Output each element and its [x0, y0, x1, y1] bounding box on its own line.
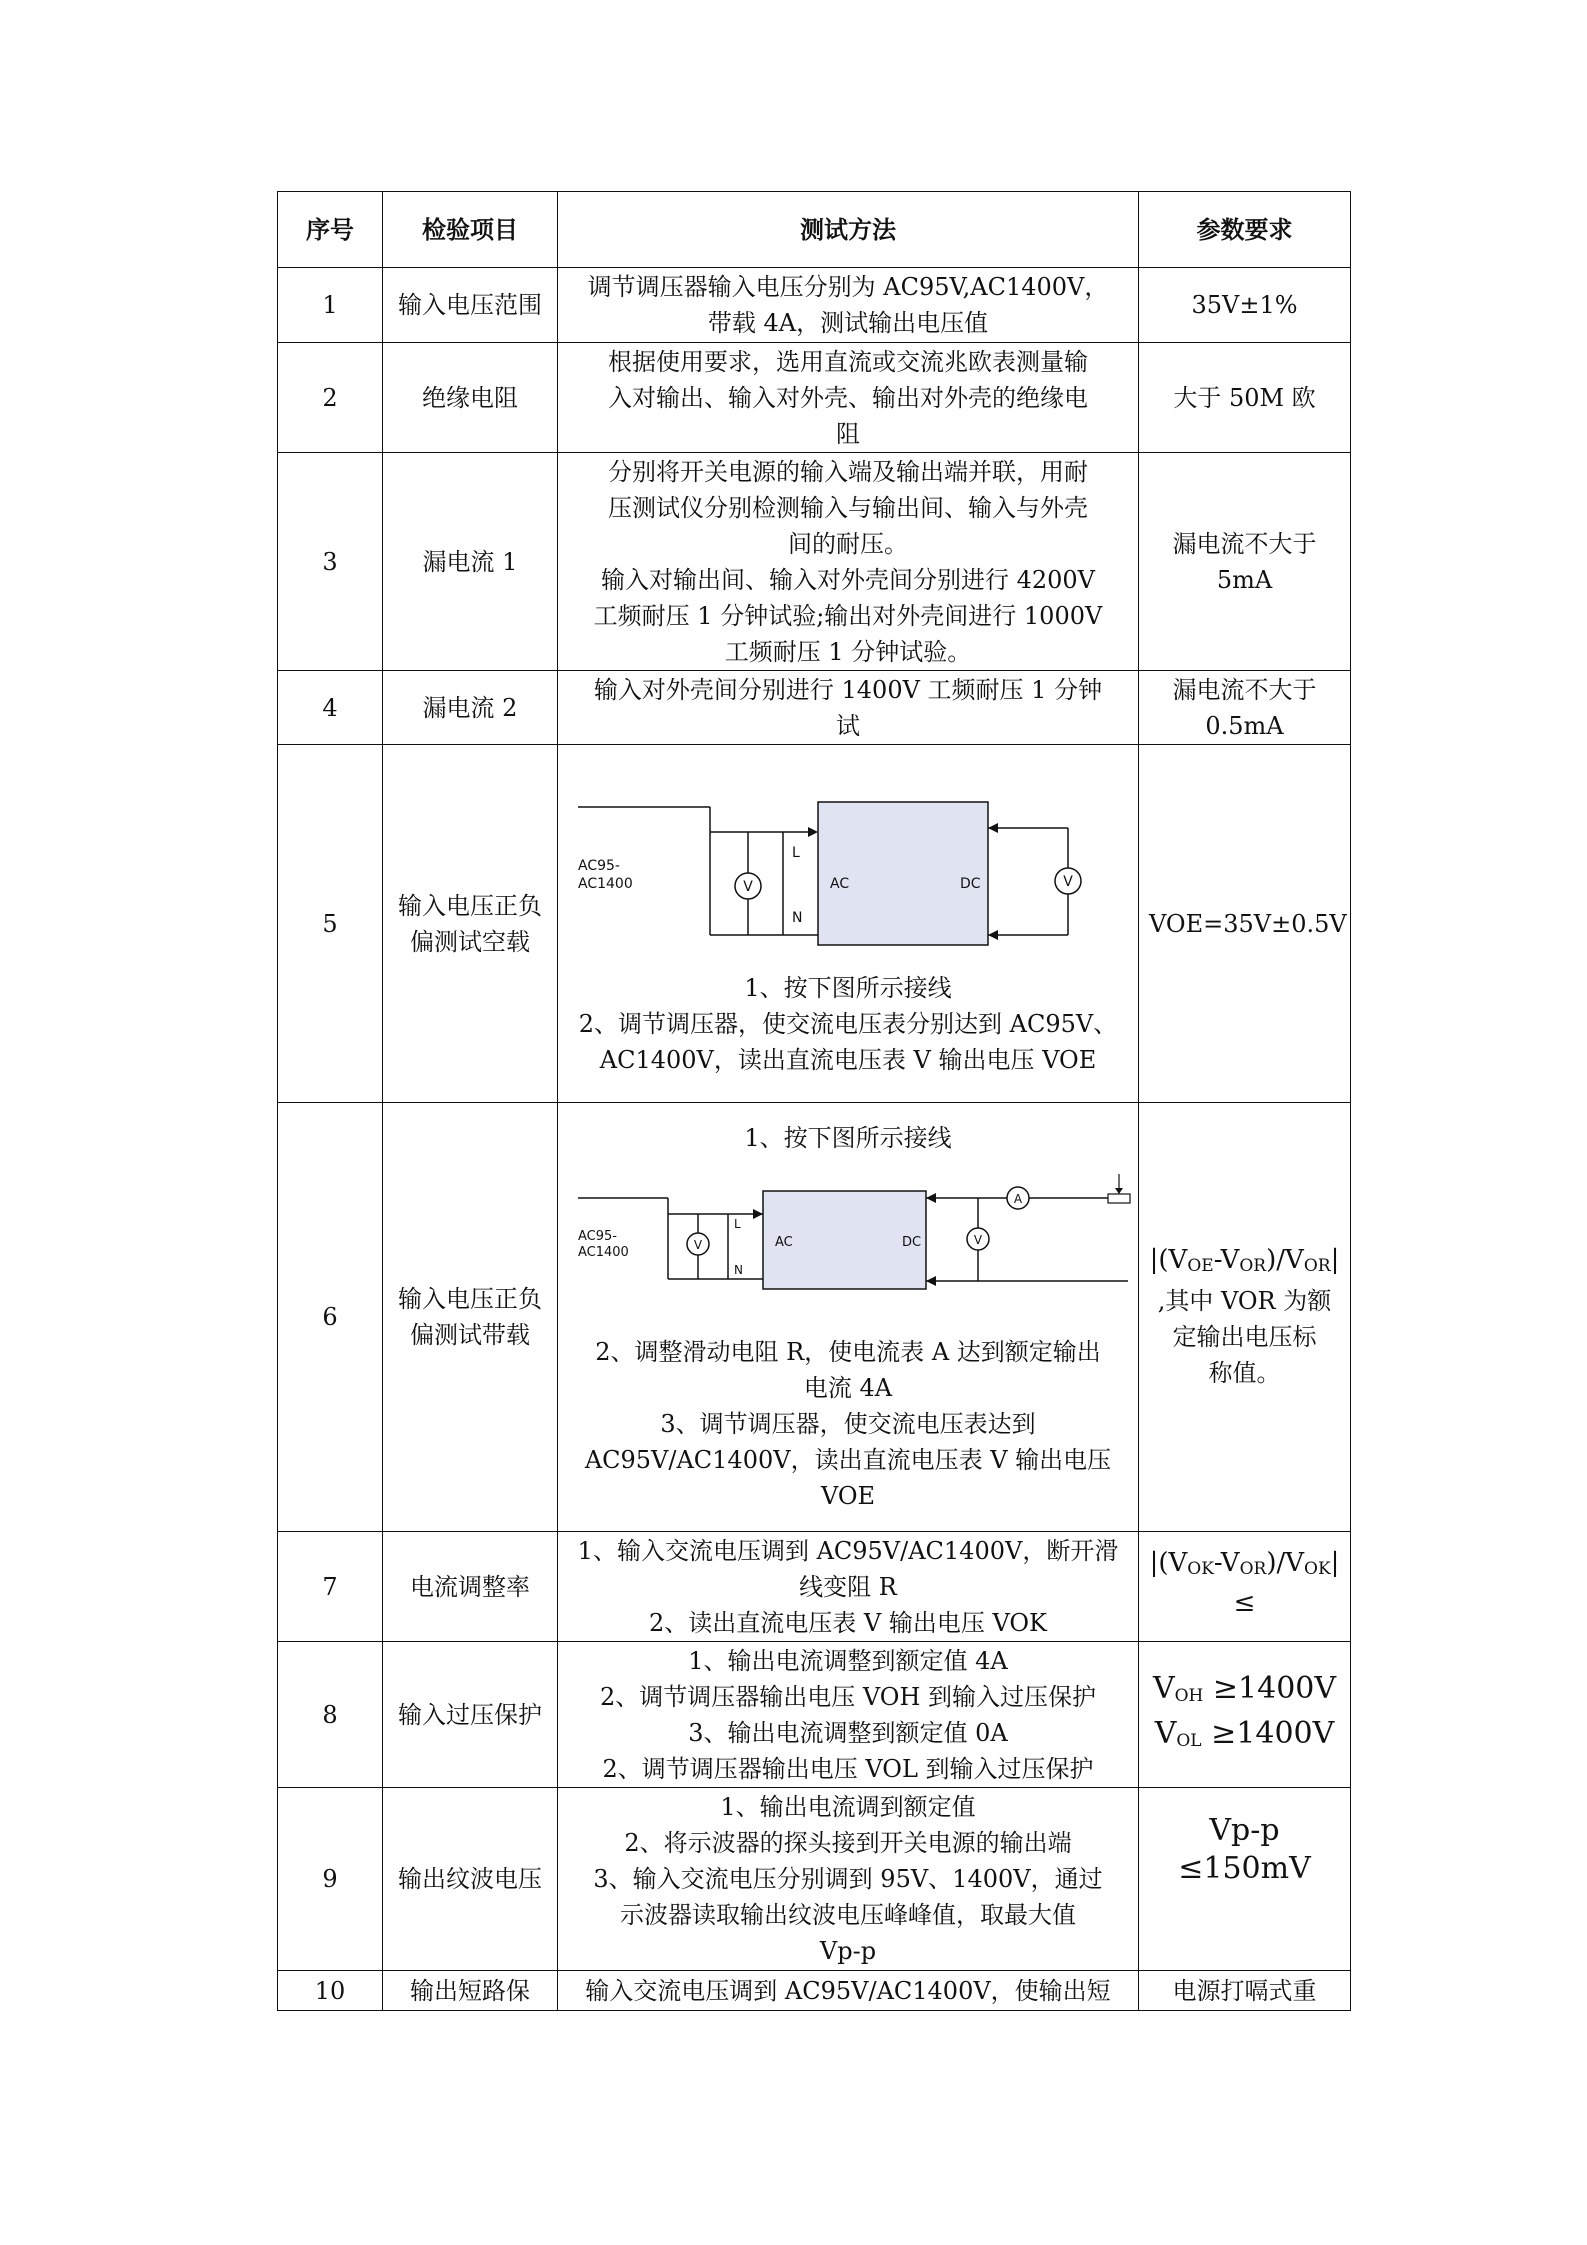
table-row [278, 1642, 1351, 1788]
row-item: 输入电压范围 [383, 268, 558, 343]
row-no: 8 [278, 1642, 383, 1788]
row-item: 输出短路保 [383, 1971, 558, 2011]
row-no: 1 [278, 268, 383, 343]
inspection-table [277, 191, 1351, 2011]
row-method [558, 745, 1139, 1103]
method-line: 输入对外壳间分别进行 1400V 工频耐压 1 分钟 [593, 675, 1103, 704]
method-line: 3、输出电流调整到额定值 0A [688, 1718, 1008, 1747]
req-line: ,其中 VOR 为额 [1157, 1287, 1332, 1315]
rheostat-icon [1108, 1194, 1130, 1203]
method-line: 1、输出电流调到额定值 [720, 1793, 976, 1821]
header-item: 检验项目 [383, 192, 558, 268]
table-row [278, 453, 1351, 671]
method-line: 输入对输出间、输入对外壳间分别进行 4200V [600, 565, 1096, 594]
table-row [278, 268, 1351, 343]
row-requirement [1139, 1532, 1351, 1642]
method-line: 入对输出、输入对外壳、输出对外壳的绝缘电 [608, 383, 1088, 412]
table-row [278, 1788, 1351, 1971]
row-method [558, 1103, 1139, 1532]
row-no: 9 [278, 1788, 383, 1971]
row-item: 电流调整率 [383, 1532, 558, 1642]
row-no: 3 [278, 453, 383, 671]
svg-text:AC: AC [775, 1235, 793, 1250]
row-requirement: 35V±1% [1139, 268, 1351, 343]
method-line: AC95V/AC1400V，读出直流电压表 V 输出电压 [584, 1446, 1112, 1474]
row-item: 漏电流 1 [383, 453, 558, 671]
svg-text:N: N [734, 1263, 743, 1277]
svg-text:V: V [743, 878, 753, 895]
table-header-row [278, 192, 1351, 268]
req-line: 0.5mA [1205, 711, 1284, 740]
row-requirement: 电源打嗝式重 [1139, 1971, 1351, 2011]
method-line: 线变阻 R [799, 1572, 897, 1601]
svg-text:A: A [1013, 1192, 1023, 1206]
row-requirement [1139, 1103, 1351, 1532]
method-line: VOE [820, 1482, 876, 1510]
row-no: 5 [278, 745, 383, 1103]
req-line: 定输出电压标 [1172, 1323, 1317, 1351]
svg-text:V: V [693, 1238, 703, 1252]
method-line: 压测试仪分别检测输入与输出间、输入与外壳 [608, 493, 1088, 522]
row-method [558, 1788, 1139, 1971]
row-item: 输出纹波电压 [383, 1788, 558, 1971]
svg-text:L: L [734, 1217, 741, 1231]
svg-text:DC: DC [960, 875, 981, 892]
row-method [558, 1642, 1139, 1788]
svg-text:N: N [792, 909, 803, 926]
method-line: 根据使用要求，选用直流或交流兆欧表测量输 [608, 347, 1088, 376]
table-row [278, 671, 1351, 745]
row-item: 输入电压正负偏测试空载 [383, 745, 558, 1103]
wiring-diagram-with-load [568, 1156, 1138, 1306]
table-row [278, 745, 1351, 1103]
method-line: 试 [836, 711, 860, 740]
svg-text:DC: DC [902, 1235, 922, 1250]
method-line: 2、调节调压器输出电压 VOL 到输入过压保护 [602, 1754, 1094, 1783]
req-line: Vp-p ≤150mV [1178, 1813, 1311, 1886]
header-method: 测试方法 [558, 192, 1139, 268]
row-item: 输入电压正负偏测试带载 [383, 1103, 558, 1532]
row-method [558, 671, 1139, 745]
method-line: 2、调节调压器输出电压 VOH 到输入过压保护 [599, 1682, 1097, 1711]
method-line: Vp-p [819, 1937, 877, 1965]
row-item: 输入过压保护 [383, 1642, 558, 1788]
method-line: AC1400V，读出直流电压表 V 输出电压 VOE [599, 1045, 1097, 1074]
method-line: 电流 4A [803, 1374, 893, 1402]
method-line: 2、将示波器的探头接到开关电源的输出端 [624, 1829, 1072, 1857]
svg-text:V: V [973, 1233, 983, 1247]
row-requirement: VOE=35V±0.5V [1139, 745, 1351, 1103]
converter-block [818, 802, 988, 945]
table-row [278, 1532, 1351, 1642]
row-method [558, 268, 1139, 343]
svg-text:AC1400: AC1400 [578, 1245, 629, 1260]
method-line: 1、按下图所示接线 [744, 1124, 952, 1152]
table-row [278, 1103, 1351, 1532]
svg-text:AC1400: AC1400 [578, 875, 633, 892]
svg-text:V: V [1063, 873, 1073, 890]
row-method [558, 1532, 1139, 1642]
svg-text:AC95-: AC95- [578, 1229, 617, 1244]
method-line: 3、输入交流电压分别调到 95V、1400V，通过 [593, 1865, 1103, 1893]
row-no: 7 [278, 1532, 383, 1642]
row-requirement [1139, 1642, 1351, 1788]
table-row [278, 343, 1351, 453]
method-line: 间的耐压。 [788, 529, 908, 558]
header-no: 序号 [278, 192, 383, 268]
method-line: 工频耐压 1 分钟试验。 [724, 637, 972, 666]
req-vol: VOL ≥1400V [1154, 1715, 1335, 1751]
row-method: 输入交流电压调到 AC95V/AC1400V，使输出短 [558, 1971, 1139, 2011]
req-line: 漏电流不大于 [1172, 675, 1317, 704]
row-item: 漏电流 2 [383, 671, 558, 745]
method-line: 阻 [836, 419, 860, 448]
row-requirement [1139, 453, 1351, 671]
row-method [558, 453, 1139, 671]
row-requirement [1139, 671, 1351, 745]
row-no: 2 [278, 343, 383, 453]
method-line: 1、输入交流电压调到 AC95V/AC1400V，断开滑 [577, 1536, 1119, 1565]
method-line: 3、调节调压器，使交流电压表达到 [660, 1410, 1036, 1438]
row-no: 10 [278, 1971, 383, 2011]
header-requirement: 参数要求 [1139, 192, 1351, 268]
req-line: 漏电流不大于 [1172, 529, 1317, 558]
req-line: 5mA [1216, 565, 1273, 594]
row-requirement: 大于 50M 欧 [1139, 343, 1351, 453]
method-line: 调节调压器输入电压分别为 AC95V,AC1400V， [587, 273, 1109, 301]
method-line: 1、按下图所示接线 [744, 973, 952, 1002]
method-line: 带载 4A，测试输出电压值 [707, 309, 989, 337]
req-voh: VOH ≥1400V [1152, 1670, 1337, 1706]
row-no: 6 [278, 1103, 383, 1532]
method-line: 2、读出直流电压表 V 输出电压 VOK [648, 1608, 1047, 1637]
method-line: 1、输出电流调整到额定值 4A [688, 1646, 1008, 1675]
method-line: 2、调节调压器，使交流电压表分别达到 AC95V、 [578, 1009, 1118, 1038]
method-line: 分别将开关电源的输入端及输出端并联，用耐 [608, 457, 1088, 486]
svg-text:AC: AC [830, 875, 850, 892]
method-line: 示波器读取输出纹波电压峰峰值，取最大值 [620, 1901, 1076, 1929]
row-no: 4 [278, 671, 383, 745]
svg-text:L: L [792, 844, 800, 861]
req-formula: |(VOK-VOR)/VOK| ≤ [1149, 1548, 1340, 1618]
row-item: 绝缘电阻 [383, 343, 558, 453]
svg-text:AC95-: AC95- [578, 857, 620, 874]
req-line: 称值。 [1208, 1359, 1281, 1387]
method-line: 2、调整滑动电阻 R，使电流表 A 达到额定输出 [595, 1338, 1101, 1366]
method-line: 工频耐压 1 分钟试验;输出对外壳间进行 1000V [593, 601, 1103, 630]
row-requirement [1139, 1788, 1351, 1971]
wiring-diagram-no-load [568, 770, 1128, 950]
req-formula: |(VOE-VOR)/VOR| [1149, 1245, 1340, 1276]
table-row [278, 1971, 1351, 2011]
row-method [558, 343, 1139, 453]
